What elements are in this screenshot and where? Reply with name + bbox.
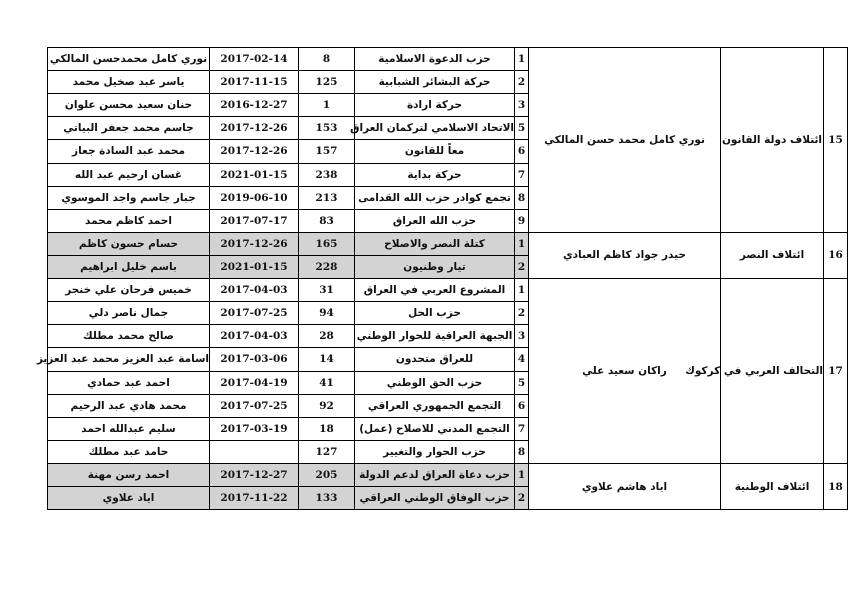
party-name-cell: حزب الله العراق: [355, 209, 515, 232]
founding-date-cell: 2019-06-10: [210, 186, 299, 209]
founding-date-cell: 2017-07-25: [210, 394, 299, 417]
party-index-cell: 1: [515, 48, 529, 71]
party-index-cell: 5: [515, 117, 529, 140]
party-name-cell: للعراق متحدون: [355, 348, 515, 371]
party-leader-cell: محمد هادي عبد الرحيم: [48, 394, 210, 417]
coalition-number-cell: 16: [824, 232, 848, 278]
party-index-cell: 2: [515, 255, 529, 278]
coalition-register-table: [36, 47, 847, 505]
party-index-cell: 9: [515, 209, 529, 232]
party-name-cell: كتلة النصر والاصلاح: [355, 232, 515, 255]
founding-date-cell: 2017-03-19: [210, 417, 299, 440]
party-name-cell: حركة ارادة: [355, 94, 515, 117]
party-index-cell: 5: [515, 371, 529, 394]
coalition-name-cell: ائتلاف النصر: [721, 232, 824, 278]
party-leader-cell: نوري كامل محمدحسن المالكي: [48, 48, 210, 71]
party-name-cell: حزب الوفاق الوطني العراقي: [355, 487, 515, 510]
party-index-cell: 2: [515, 71, 529, 94]
founding-date-cell: 2017-12-26: [210, 232, 299, 255]
table-row: [48, 48, 848, 71]
party-number-cell: 133: [299, 487, 355, 510]
party-number-cell: 127: [299, 440, 355, 463]
party-number-cell: 18: [299, 417, 355, 440]
party-index-cell: 2: [515, 487, 529, 510]
party-leader-cell: جاسم محمد جعفر البياتي: [48, 117, 210, 140]
party-index-cell: 1: [515, 279, 529, 302]
founding-date-cell: 2017-07-17: [210, 209, 299, 232]
party-number-cell: 28: [299, 325, 355, 348]
party-leader-cell: خميس فرحان علي خنجر: [48, 279, 210, 302]
party-number-cell: 41: [299, 371, 355, 394]
party-name-cell: حركة البشائر الشبابية: [355, 71, 515, 94]
party-leader-cell: سليم عبدالله احمد: [48, 417, 210, 440]
party-index-cell: 6: [515, 394, 529, 417]
party-number-cell: 94: [299, 302, 355, 325]
founding-date-cell: 2021-01-15: [210, 163, 299, 186]
party-leader-cell: غسان ارحيم عبد الله: [48, 163, 210, 186]
party-leader-cell: محمد عبد السادة جعاز: [48, 140, 210, 163]
founding-date-cell: [210, 440, 299, 463]
founding-date-cell: 2017-04-03: [210, 325, 299, 348]
coalition-name-cell: ائتلاف الوطنية: [721, 463, 824, 509]
founding-date-cell: 2017-04-19: [210, 371, 299, 394]
coalition-name-cell: التحالف العربي في كركوك: [721, 279, 824, 464]
table-row: [48, 232, 848, 255]
party-number-cell: 157: [299, 140, 355, 163]
party-leader-cell: ياسر عبد صخيل محمد: [48, 71, 210, 94]
party-number-cell: 125: [299, 71, 355, 94]
party-index-cell: 8: [515, 440, 529, 463]
party-leader-cell: اياد علاوي: [48, 487, 210, 510]
founding-date-cell: 2017-03-06: [210, 348, 299, 371]
party-number-cell: 14: [299, 348, 355, 371]
party-number-cell: 92: [299, 394, 355, 417]
party-name-cell: التجمع المدني للاصلاح (عمل): [355, 417, 515, 440]
party-name-cell: معاً للقانون: [355, 140, 515, 163]
table-row: [48, 463, 848, 486]
party-number-cell: 205: [299, 463, 355, 486]
party-number-cell: 153: [299, 117, 355, 140]
party-index-cell: 2: [515, 302, 529, 325]
coalition-head-cell: حيدر جواد كاظم العبادي: [529, 232, 721, 278]
party-index-cell: 7: [515, 163, 529, 186]
party-index-cell: 7: [515, 417, 529, 440]
party-number-cell: 83: [299, 209, 355, 232]
party-leader-cell: حسام حسون كاظم: [48, 232, 210, 255]
founding-date-cell: 2017-11-15: [210, 71, 299, 94]
party-leader-cell: جبار جاسم واجد الموسوي: [48, 186, 210, 209]
party-index-cell: 4: [515, 348, 529, 371]
coalition-number-cell: 15: [824, 48, 848, 233]
party-leader-cell: حنان سعيد محسن علوان: [48, 94, 210, 117]
party-name-cell: الاتحاد الاسلامي لتركمان العراق: [355, 117, 515, 140]
party-number-cell: 1: [299, 94, 355, 117]
party-index-cell: 8: [515, 186, 529, 209]
founding-date-cell: 2017-07-25: [210, 302, 299, 325]
party-name-cell: حزب الدعوة الاسلامية: [355, 48, 515, 71]
party-name-cell: التجمع الجمهوري العراقي: [355, 394, 515, 417]
party-leader-cell: احمد عبد حمادي: [48, 371, 210, 394]
party-index-cell: 3: [515, 94, 529, 117]
party-name-cell: حزب الحق الوطني: [355, 371, 515, 394]
party-leader-cell: حامد عبد مطلك: [48, 440, 210, 463]
party-leader-cell: احمد رسن مهنة: [48, 463, 210, 486]
party-leader-cell: باسم خليل ابراهيم: [48, 255, 210, 278]
party-number-cell: 8: [299, 48, 355, 71]
party-index-cell: 1: [515, 463, 529, 486]
founding-date-cell: 2017-12-27: [210, 463, 299, 486]
party-leader-cell: جمال ناصر دلي: [48, 302, 210, 325]
coalition-name-cell: ائتلاف دولة القانون: [721, 48, 824, 233]
party-leader-cell: اسامة عبد العزيز محمد عبد العزيز: [48, 348, 210, 371]
party-index-cell: 1: [515, 232, 529, 255]
founding-date-cell: 2017-04-03: [210, 279, 299, 302]
founding-date-cell: 2017-02-14: [210, 48, 299, 71]
party-number-cell: 165: [299, 232, 355, 255]
party-number-cell: 228: [299, 255, 355, 278]
coalition-head-cell: راكان سعيد علي: [529, 279, 721, 464]
party-leader-cell: صالح محمد مطلك: [48, 325, 210, 348]
founding-date-cell: 2016-12-27: [210, 94, 299, 117]
party-name-cell: حزب الحوار والتغيير: [355, 440, 515, 463]
party-name-cell: حزب الحل: [355, 302, 515, 325]
founding-date-cell: 2017-12-26: [210, 140, 299, 163]
party-index-cell: 6: [515, 140, 529, 163]
coalition-head-cell: اياد هاشم علاوي: [529, 463, 721, 509]
founding-date-cell: 2021-01-15: [210, 255, 299, 278]
founding-date-cell: 2017-11-22: [210, 487, 299, 510]
coalition-number-cell: 17: [824, 279, 848, 464]
party-name-cell: الجبهة العراقية للحوار الوطني: [355, 325, 515, 348]
party-leader-cell: احمد كاظم محمد: [48, 209, 210, 232]
party-name-cell: المشروع العربي في العراق: [355, 279, 515, 302]
party-name-cell: حركة بداية: [355, 163, 515, 186]
party-index-cell: 3: [515, 325, 529, 348]
party-number-cell: 31: [299, 279, 355, 302]
party-name-cell: تجمع كوادر حزب الله القدامى: [355, 186, 515, 209]
party-number-cell: 213: [299, 186, 355, 209]
party-table: [36, 47, 848, 510]
table-body: [36, 48, 848, 510]
party-number-cell: 238: [299, 163, 355, 186]
coalition-number-cell: 18: [824, 463, 848, 509]
table-row: [48, 279, 848, 302]
party-name-cell: تيار وطنيون: [355, 255, 515, 278]
party-name-cell: حزب دعاة العراق لدعم الدولة: [355, 463, 515, 486]
coalition-head-cell: نوري كامل محمد حسن المالكي: [529, 48, 721, 233]
founding-date-cell: 2017-12-26: [210, 117, 299, 140]
